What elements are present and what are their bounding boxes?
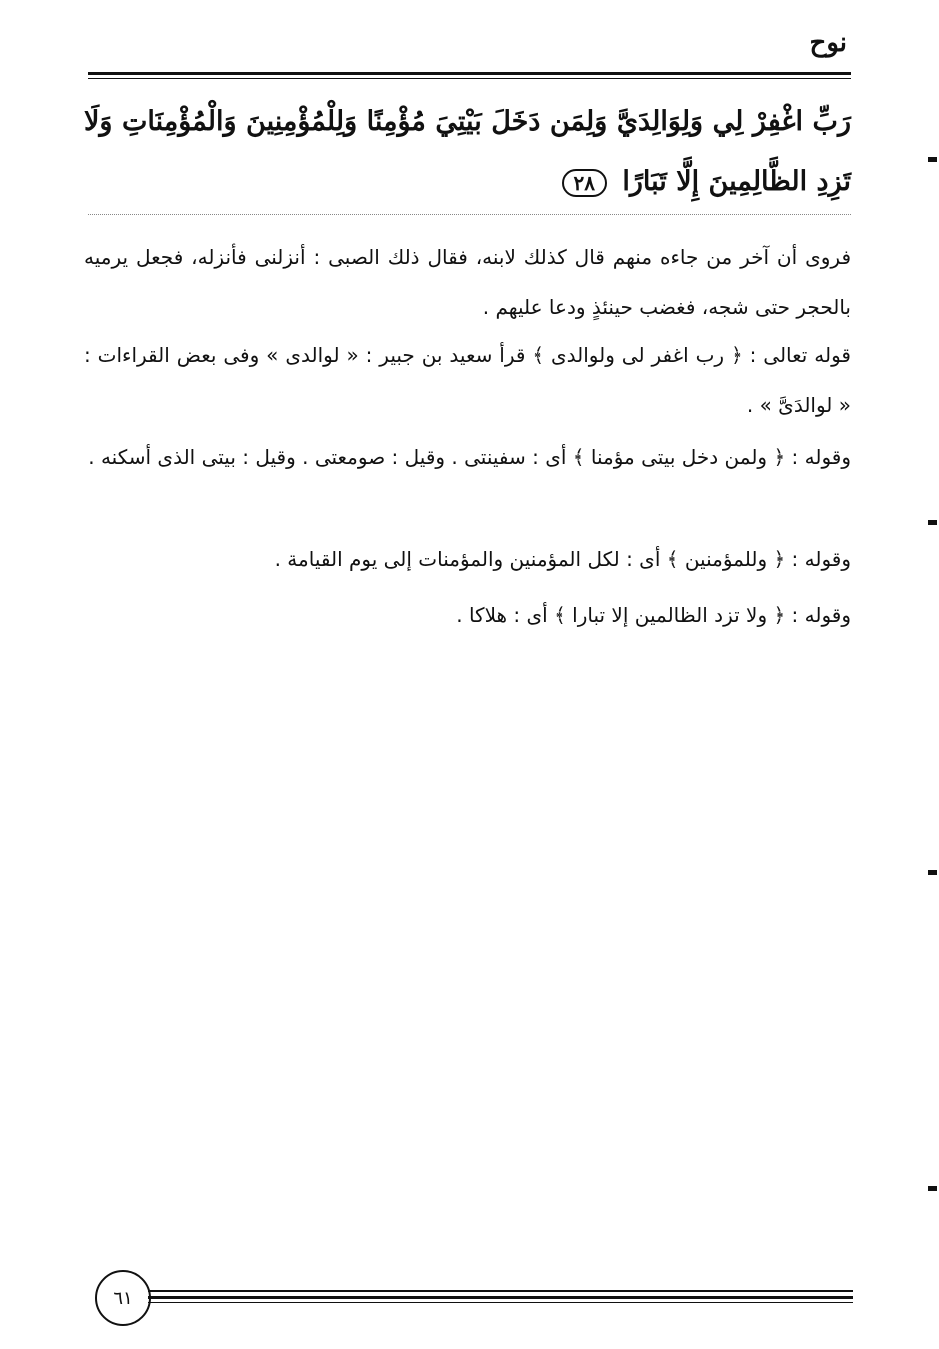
margin-mark [928,1186,937,1191]
footer-rule [148,1302,853,1303]
quran-verse [84,92,851,212]
commentary-paragraph: وقوله : ﴿ وللمؤمنين ﴾ أى : لكل المؤمنين والمؤمنات إلى يوم القيامة . [274,547,851,571]
commentary-paragraph: وقوله : ﴿ ولمن دخل بيتى مؤمنا ﴾ أى : سفينتى . وقيل : صومعتى . وقيل : بيتى الذى أسكنه . [88,445,851,469]
commentary-paragraph: وقوله : ﴿ ولا تزد الظالمين إلا تبارا ﴾ أى : هلاكا . [456,603,851,627]
verse-separator [88,214,851,215]
header-rule-thin [88,78,851,79]
margin-mark [928,157,937,162]
page-number: ٦١ [95,1270,151,1326]
header-rule [88,72,851,75]
commentary-paragraph: قوله تعالى : ﴿ رب اغفر لى ولوالدى ﴾ قرأ سعيد بن جبير : « لوالدى » وفى بعض القراءات : « لوالدَىَّ » . [84,343,851,417]
footer-rule [148,1296,853,1299]
verse-text: رَبِّ اغْفِرْ لِي وَلِوَالِدَيَّ وَلِمَن دَخَلَ بَيْتِيَ مُؤْمِنًا وَلِلْمُؤْمِنِينَ وَالْمُؤْمِنَاتِ وَلَا تَزِدِ الظَّالِمِينَ إِلَّا تَبَارًا [84,106,851,197]
footer-rule [148,1290,853,1292]
verse-number: ٢٨ [562,169,607,197]
surah-title: نوح [809,28,847,58]
margin-mark [928,520,937,525]
margin-mark [928,870,937,875]
commentary-paragraph: فروى أن آخر من جاءه منهم قال كذلك لابنه، فقال ذلك الصبى : أنزلنى فأنزله، فجعل يرميه بالحجر حتى شجه، فغضب حينئذٍ ودعا عليهم . [84,245,851,319]
